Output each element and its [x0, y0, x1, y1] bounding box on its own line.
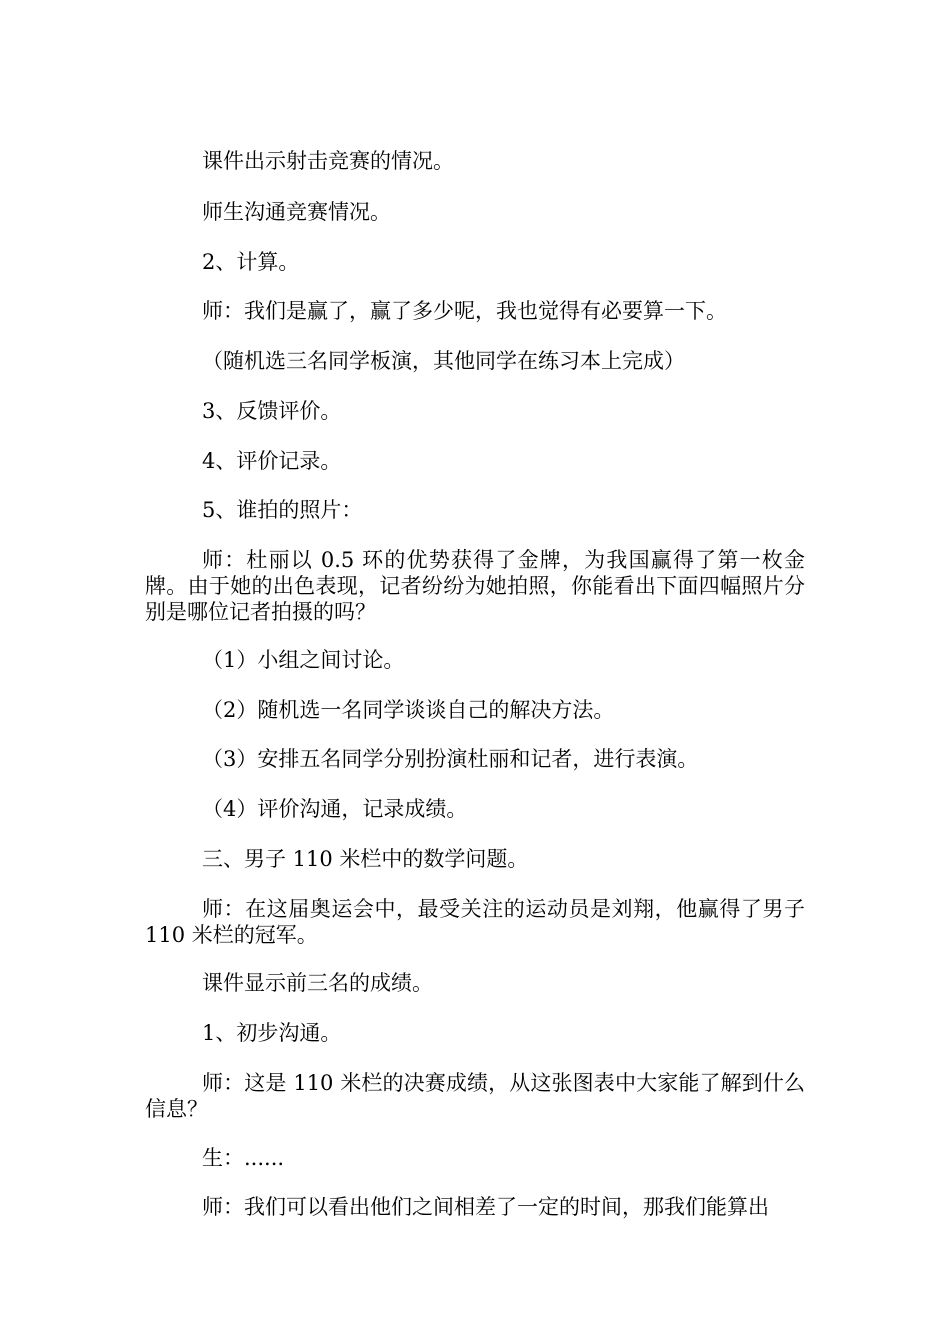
paragraph-2: 师生沟通竞赛情况。	[202, 200, 391, 224]
paragraph-8: 5、谁拍的照片：	[202, 498, 363, 522]
paragraph-15: 师：在这届奥运会中，最受关注的运动员是刘翔，他赢得了男子 110 米栏的冠军。	[145, 897, 805, 947]
paragraph-19: 生：......	[202, 1146, 285, 1170]
paragraph-11: （2）随机选一名同学谈谈自己的解决方法。	[202, 698, 615, 722]
paragraph-17: 1、初步沟通。	[202, 1021, 342, 1045]
paragraph-10: （1）小组之间讨论。	[202, 648, 405, 672]
paragraph-3: 2、计算。	[202, 250, 300, 274]
paragraph-5: （随机选三名同学板演，其他同学在练习本上完成）	[202, 349, 685, 373]
paragraph-1: 课件出示射击竞赛的情况。	[202, 149, 454, 173]
paragraph-4: 师：我们是赢了，赢了多少呢，我也觉得有必要算一下。	[202, 299, 727, 323]
paragraph-12: （3）安排五名同学分别扮演杜丽和记者，进行表演。	[202, 747, 699, 771]
paragraph-20: 师：我们可以看出他们之间相差了一定的时间，那我们能算出	[202, 1195, 769, 1219]
paragraph-18: 师：这是 110 米栏的决赛成绩，从这张图表中大家能了解到什么信息？	[145, 1071, 805, 1121]
paragraph-16: 课件显示前三名的成绩。	[202, 971, 433, 995]
paragraph-6: 3、反馈评价。	[202, 399, 342, 423]
paragraph-14: 三、男子 110 米栏中的数学问题。	[202, 847, 529, 871]
paragraph-9: 师：杜丽以 0.5 环的优势获得了金牌，为我国赢得了第一枚金牌。由于她的出色表现，记者纷纷为她拍照，你能看出下面四幅照片分别是哪位记者拍摄的吗？	[145, 548, 805, 624]
paragraph-7: 4、评价记录。	[202, 449, 342, 473]
paragraph-13: （4）评价沟通，记录成绩。	[202, 797, 468, 821]
